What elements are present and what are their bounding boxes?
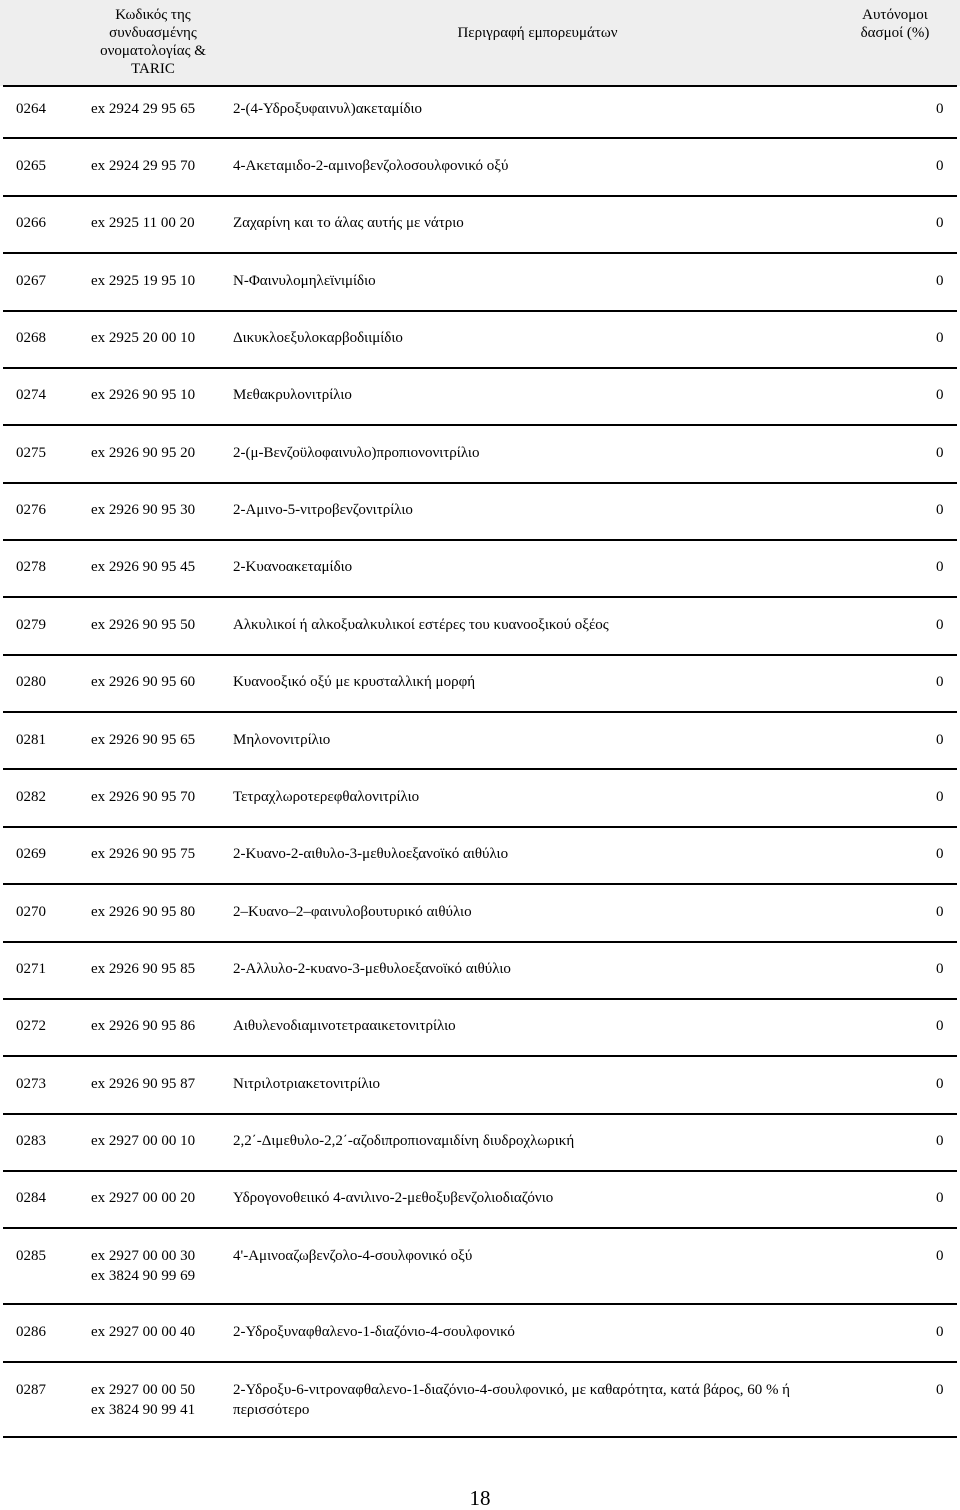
row-number: 0273 <box>16 1076 46 1092</box>
row-number: 0271 <box>16 961 46 977</box>
autonomous-duty: 0 <box>936 1190 944 1206</box>
cn-taric-code: ex 2926 90 95 75 <box>91 846 196 862</box>
row-number: 0283 <box>16 1133 46 1149</box>
goods-description: 2-Αλλυλο-2-κυανο-3-μεθυλοεξανοϊκό αιθύλιο <box>233 961 511 977</box>
row-divider <box>3 367 957 369</box>
row-divider <box>3 424 957 426</box>
row-divider <box>3 1055 957 1057</box>
row-number: 0268 <box>16 330 46 346</box>
autonomous-duty: 0 <box>936 387 944 403</box>
row-number: 0276 <box>16 502 46 518</box>
row-divider <box>3 768 957 770</box>
row-number: 0285 <box>16 1248 46 1264</box>
goods-description: 2-Κυανοακεταμίδιο <box>233 559 353 575</box>
autonomous-duty: 0 <box>936 617 944 633</box>
autonomous-duty: 0 <box>936 1382 944 1398</box>
cn-taric-code: ex 2925 11 00 20 <box>91 215 195 231</box>
goods-description: 2-(4-Υδροξυφαινυλ)ακεταμίδιο <box>233 101 423 117</box>
cn-taric-code: ex 2926 90 95 30 <box>91 502 196 518</box>
goods-description: Κυανοοξικό οξύ με κρυσταλλική μορφή <box>233 674 476 690</box>
row-divider <box>3 596 957 598</box>
row-divider <box>3 1170 957 1172</box>
autonomous-duty: 0 <box>936 215 944 231</box>
autonomous-duty: 0 <box>936 789 944 805</box>
row-number: 0266 <box>16 215 46 231</box>
cn-taric-code: ex 2927 00 00 20 <box>91 1190 196 1206</box>
cn-taric-code: ex 2927 00 00 30 ex 3824 90 99 69 <box>91 1248 196 1284</box>
header-code-column: Κωδικός της συνδυασμένης ονοματολογίας & TARIC <box>100 7 206 77</box>
row-divider <box>3 482 957 484</box>
goods-description: Αλκυλικοί ή αλκοξυαλκυλικοί εστέρες του κυανοοξικού οξέος <box>233 617 609 633</box>
row-divider <box>3 85 957 87</box>
cn-taric-code: ex 2925 19 95 10 <box>91 273 196 289</box>
row-divider <box>3 654 957 656</box>
row-number: 0280 <box>16 674 46 690</box>
row-number: 0279 <box>16 617 46 633</box>
autonomous-duty: 0 <box>936 445 944 461</box>
cn-taric-code: ex 2927 00 00 50 ex 3824 90 99 41 <box>91 1382 196 1418</box>
autonomous-duty: 0 <box>936 559 944 575</box>
autonomous-duty: 0 <box>936 904 944 920</box>
goods-description: Τετραχλωροτερεφθαλονιτρίλιο <box>233 789 420 805</box>
row-number: 0286 <box>16 1324 46 1340</box>
row-number: 0281 <box>16 732 46 748</box>
row-divider <box>3 1227 957 1229</box>
autonomous-duty: 0 <box>936 1248 944 1264</box>
goods-description: 4-Ακεταμιδο-2-αμινοβενζολοσουλφονικό οξύ <box>233 158 509 174</box>
row-number: 0282 <box>16 789 46 805</box>
goods-description: Δικυκλοεξυλοκαρβοδιιμίδιο <box>233 330 403 346</box>
row-number: 0284 <box>16 1190 46 1206</box>
page-number: 18 <box>469 1486 491 1510</box>
autonomous-duty: 0 <box>936 732 944 748</box>
goods-description: 2-Υδροξυναφθαλενο-1-διαζόνιο-4-σουλφονικό <box>233 1324 515 1340</box>
row-divider <box>3 539 957 541</box>
cn-taric-code: ex 2926 90 95 50 <box>91 617 196 633</box>
row-number: 0274 <box>16 387 46 403</box>
autonomous-duty: 0 <box>936 1076 944 1092</box>
cn-taric-code: ex 2926 90 95 70 <box>91 789 196 805</box>
row-divider <box>3 252 957 254</box>
table-header <box>0 0 960 86</box>
cn-taric-code: ex 2927 00 00 40 <box>91 1324 196 1340</box>
row-divider <box>3 711 957 713</box>
cn-taric-code: ex 2926 90 95 60 <box>91 674 196 690</box>
goods-description: Αιθυλενοδιαμινοτετρααικετονιτρίλιο <box>233 1018 456 1034</box>
row-number: 0272 <box>16 1018 46 1034</box>
goods-description: Μηλονονιτρίλιο <box>233 732 331 748</box>
goods-description: N-Φαινυλομηλεϊνιμίδιο <box>233 273 376 289</box>
autonomous-duty: 0 <box>936 330 944 346</box>
autonomous-duty: 0 <box>936 158 944 174</box>
autonomous-duty: 0 <box>936 273 944 289</box>
cn-taric-code: ex 2926 90 95 65 <box>91 732 196 748</box>
row-number: 0264 <box>16 101 46 117</box>
header-description-column: Περιγραφή εμπορευμάτων <box>457 25 618 41</box>
autonomous-duty: 0 <box>936 1133 944 1149</box>
autonomous-duty: 0 <box>936 502 944 518</box>
cn-taric-code: ex 2925 20 00 10 <box>91 330 196 346</box>
goods-description: 2-Υδροξυ-6-νιτροναφθαλενο-1-διαζόνιο-4-σουλφονικό, με καθαρότητα, κατά βάρος, 60 % ή περισσότερο <box>233 1382 791 1418</box>
goods-description: 2-(μ-Βενζοϋλοφαινυλο)προπιονονιτρίλιο <box>233 445 480 461</box>
row-divider <box>3 1113 957 1115</box>
row-divider <box>3 883 957 885</box>
row-number: 0265 <box>16 158 46 174</box>
cn-taric-code: ex 2926 90 95 80 <box>91 904 196 920</box>
autonomous-duty: 0 <box>936 101 944 117</box>
autonomous-duty: 0 <box>936 846 944 862</box>
cn-taric-code: ex 2926 90 95 10 <box>91 387 196 403</box>
row-number: 0267 <box>16 273 46 289</box>
goods-description: 2–Κυανο–2–φαινυλοβουτυρικό αιθύλιο <box>233 904 472 920</box>
cn-taric-code: ex 2926 90 95 86 <box>91 1018 196 1034</box>
goods-description: Ζαχαρίνη και το άλας αυτής με νάτριο <box>233 215 464 231</box>
goods-description: 2-Κυανο-2-αιθυλο-3-μεθυλοεξανοϊκό αιθύλιο <box>233 846 509 862</box>
cn-taric-code: ex 2924 29 95 65 <box>91 101 196 117</box>
row-number: 0269 <box>16 846 46 862</box>
row-divider <box>3 1361 957 1363</box>
goods-description: 4'-Αμινοαζωβενζολο-4-σουλφονικό οξύ <box>233 1248 473 1264</box>
header-duty-column: Αυτόνομοι δασμοί (%) <box>860 7 930 41</box>
cn-taric-code: ex 2926 90 95 87 <box>91 1076 196 1092</box>
row-divider <box>3 941 957 943</box>
goods-description: 2-Αμινο-5-νιτροβενζονιτρίλιο <box>233 502 413 518</box>
row-divider <box>3 137 957 139</box>
goods-description: Μεθακρυλονιτρίλιο <box>233 387 352 403</box>
row-number: 0275 <box>16 445 46 461</box>
cn-taric-code: ex 2927 00 00 10 <box>91 1133 196 1149</box>
row-divider <box>3 998 957 1000</box>
row-divider <box>3 310 957 312</box>
goods-description: Υδρογονοθειικό 4-ανιλινο-2-μεθοξυβενζολιοδιαζόνιο <box>233 1190 554 1206</box>
autonomous-duty: 0 <box>936 1324 944 1340</box>
cn-taric-code: ex 2926 90 95 20 <box>91 445 196 461</box>
row-number: 0278 <box>16 559 46 575</box>
autonomous-duty: 0 <box>936 961 944 977</box>
row-divider <box>3 826 957 828</box>
cn-taric-code: ex 2924 29 95 70 <box>91 158 196 174</box>
row-divider <box>3 1436 957 1438</box>
goods-description: Νιτριλοτριακετονιτρίλιο <box>233 1076 380 1092</box>
cn-taric-code: ex 2926 90 95 85 <box>91 961 196 977</box>
goods-description: 2,2΄-Διμεθυλο-2,2΄-αζοδιπροπιοναμιδίνη διυδροχλωρική <box>233 1133 575 1149</box>
cn-taric-code: ex 2926 90 95 45 <box>91 559 196 575</box>
row-number: 0270 <box>16 904 46 920</box>
autonomous-duty: 0 <box>936 674 944 690</box>
autonomous-duty: 0 <box>936 1018 944 1034</box>
row-number: 0287 <box>16 1382 46 1398</box>
row-divider <box>3 195 957 197</box>
row-divider <box>3 1303 957 1305</box>
